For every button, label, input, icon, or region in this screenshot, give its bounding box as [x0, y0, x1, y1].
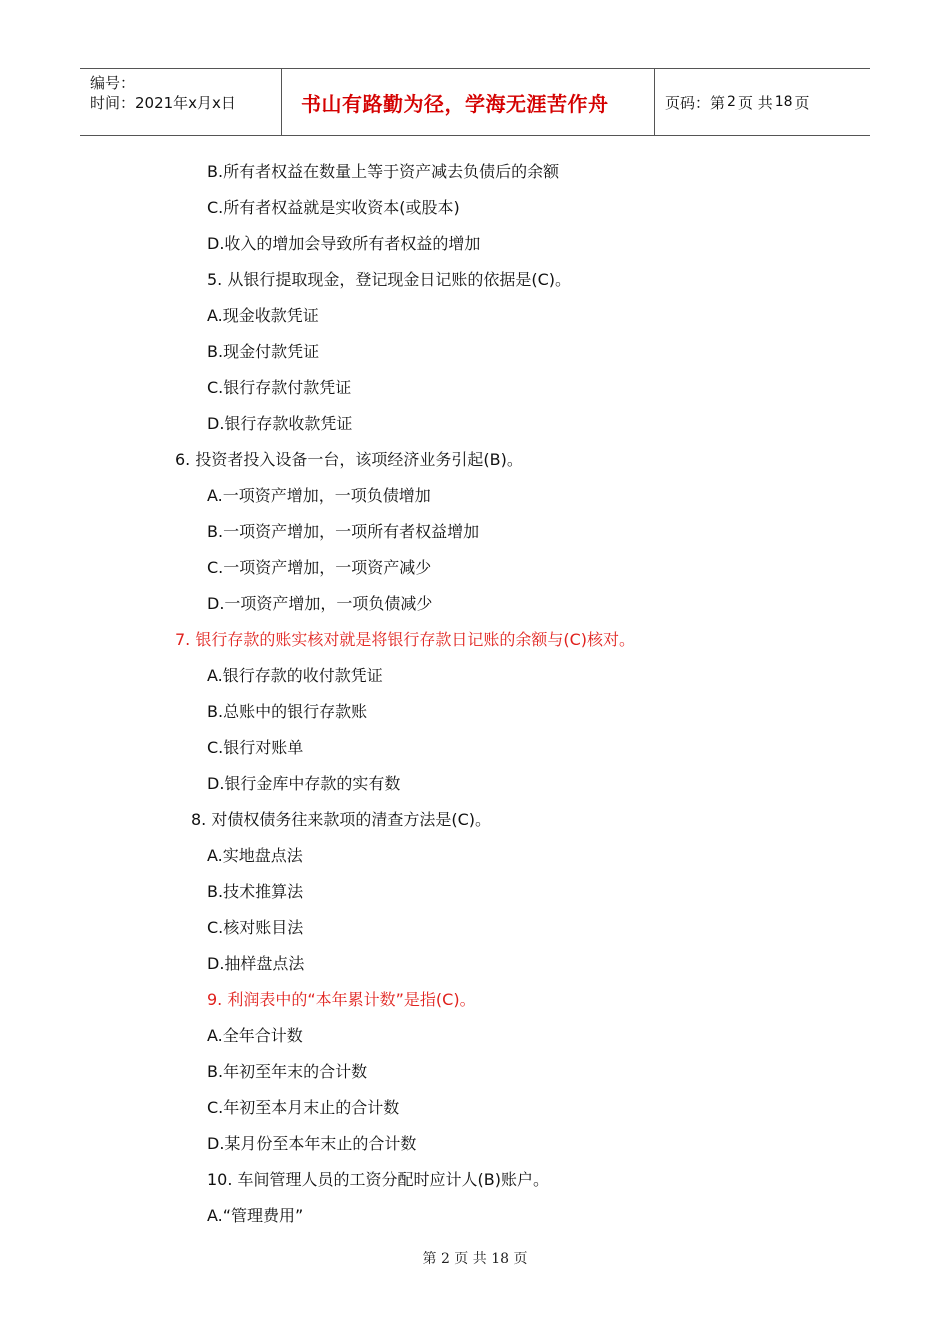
option-line: B.现金付款凭证: [207, 342, 320, 361]
option-line: A.全年合计数: [207, 1026, 303, 1045]
question-line-highlighted: 7. 银行存款的账实核对就是将银行存款日记账的余额与(C)核对。: [175, 630, 636, 649]
page-footer: 第 2 页 共 18 页: [422, 1251, 528, 1267]
option-line: A.“管理费用”: [207, 1206, 304, 1225]
number-label: 编号：: [90, 74, 136, 92]
question-line: 8. 对债权债务往来款项的清查方法是(C)。: [191, 810, 492, 829]
header-meta: [80, 69, 282, 135]
option-line: C.银行对账单: [207, 738, 304, 757]
header-page-info: [655, 69, 870, 135]
page-header: [80, 68, 870, 136]
option-line: C.年初至本月末止的合计数: [207, 1098, 400, 1117]
option-line: A.一项资产增加，一项负债增加: [207, 486, 431, 505]
page-total: 18: [774, 94, 793, 110]
time-label: 时间：2021年x月x日: [90, 94, 236, 112]
option-line: D.一项资产增加，一项负债减少: [207, 594, 433, 613]
option-line: D.某月份至本年末止的合计数: [207, 1134, 417, 1153]
option-line: B.年初至年末的合计数: [207, 1062, 368, 1081]
option-line: B.技术推算法: [207, 882, 304, 901]
option-line: D.银行金库中存款的实有数: [207, 774, 401, 793]
option-line: C.一项资产增加，一项资产减少: [207, 558, 432, 577]
option-line: C.所有者权益就是实收资本(或股本): [207, 198, 460, 217]
question-line-highlighted: 9. 利润表中的“本年累计数”是指(C)。: [207, 990, 476, 1009]
question-line: 5. 从银行提取现金，登记现金日记账的依据是(C)。: [207, 270, 572, 289]
option-line: A.实地盘点法: [207, 846, 303, 865]
option-line: A.现金收款凭证: [207, 306, 319, 325]
page-end: 页: [794, 93, 810, 112]
page-number: 2: [727, 94, 736, 110]
option-line: B.所有者权益在数量上等于资产减去负债后的余额: [207, 162, 560, 181]
question-line: 10. 车间管理人员的工资分配时应计人(B)账户。: [207, 1170, 549, 1189]
page-label: 页码：第: [665, 93, 726, 112]
option-line: B.总账中的银行存款账: [207, 702, 368, 721]
option-line: A.银行存款的收付款凭证: [207, 666, 383, 685]
page-mid: 页 共: [737, 93, 773, 112]
option-line: D.抽样盘点法: [207, 954, 305, 973]
option-line: D.银行存款收款凭证: [207, 414, 353, 433]
option-line: D.收入的增加会导致所有者权益的增加: [207, 234, 481, 253]
option-line: B.一项资产增加，一项所有者权益增加: [207, 522, 480, 541]
option-line: C.核对账目法: [207, 918, 304, 937]
header-motto: 书山有路勤为径，学海无涯苦作舟: [282, 69, 655, 135]
option-line: C.银行存款付款凭证: [207, 378, 352, 397]
question-line: 6. 投资者投入设备一台，该项经济业务引起(B)。: [175, 450, 523, 469]
